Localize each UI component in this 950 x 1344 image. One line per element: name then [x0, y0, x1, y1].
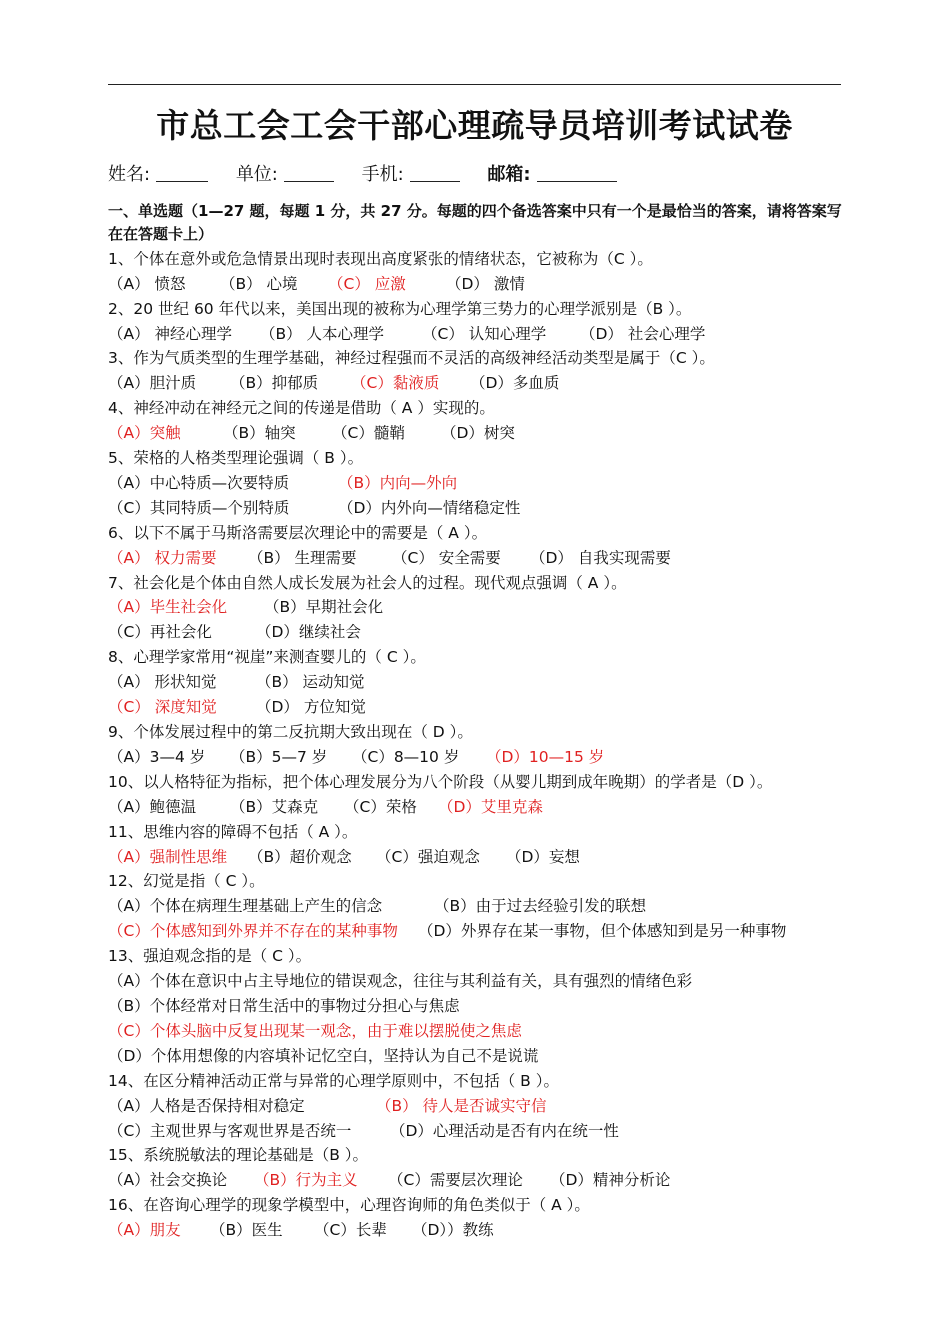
answer-option: 6、以下不属于马斯洛需要层次理论中的需要是（ A ）。 [108, 524, 488, 542]
answer-option-correct: （C） 深度知觉 [108, 698, 217, 716]
answer-option: （A）中心特质—次要特质 [108, 474, 290, 492]
phone-label: 手机: [361, 164, 404, 185]
question-line [108, 946, 311, 966]
answer-option: （B）轴突 [223, 424, 296, 442]
answer-option: （A） 形状知觉 [108, 673, 217, 691]
answer-option: 15、系统脱敏法的理论基础是（B ）。 [108, 1146, 369, 1164]
answer-option-correct: （A）突触 [108, 424, 181, 442]
answer-option: （B）由于过去经验引发的联想 [434, 897, 647, 915]
answer-option: 5、荣格的人格类型理论强调（ B ）。 [108, 449, 364, 467]
answer-option: （C）再社会化 [108, 623, 212, 641]
answer-option-correct: （C）个体感知到外界并不存在的某种事物 [108, 922, 398, 940]
answer-option: （B） 生理需要 [248, 549, 357, 567]
unit-blank[interactable] [284, 163, 334, 182]
answer-option: 4、神经冲动在神经元之间的传递是借助（ A ）实现的。 [108, 399, 495, 417]
answer-option: （D） 激情 [446, 275, 525, 293]
answer-option: （B）超价观念 [248, 848, 352, 866]
question-line [108, 1145, 368, 1165]
answer-option: （D）多血质 [470, 374, 560, 392]
email-label: 邮箱: [487, 164, 531, 185]
answer-option: （A）胆汁质 [108, 374, 197, 392]
options-line [108, 1046, 538, 1066]
question-line [108, 573, 627, 593]
answer-option-correct: （B）行为主义 [254, 1171, 358, 1189]
answer-option-correct: （A）朋友 [108, 1221, 181, 1239]
answer-option: （A）社会交换论 [108, 1171, 228, 1189]
answer-option: （C）荣格 [344, 798, 417, 816]
answer-option: 8、心理学家常用“视崖”来测查婴儿的（ C ）。 [108, 648, 426, 666]
answer-option: （B）艾森克 [230, 798, 319, 816]
name-label: 姓名: [108, 164, 151, 185]
answer-option: （C）需要层次理论 [388, 1171, 523, 1189]
answer-option: （C） 认知心理学 [422, 325, 547, 343]
answer-option-correct: （A）毕生社会化 [108, 598, 228, 616]
answer-option-correct: （C）黏液质 [351, 374, 440, 392]
answer-option: 14、在区分精神活动正常与异常的心理学原则中，不包括（ B ）。 [108, 1072, 559, 1090]
answer-option: （C）强迫观念 [376, 848, 480, 866]
question-line [108, 249, 653, 269]
answer-option-correct: （B） 待人是否诚实守信 [376, 1097, 547, 1115]
answer-option: （B） 运动知觉 [256, 673, 365, 691]
answer-option: （D））教练 [412, 1221, 494, 1239]
answer-option: （D）外界存在某一事物，但个体感知到是另一种事物 [418, 922, 787, 940]
answer-option: （A） 神经心理学 [108, 325, 233, 343]
answer-option: 7、社会化是个体由自然人成长发展为社会人的过程。现代观点强调（ A ）。 [108, 574, 627, 592]
answer-option: （D）精神分析论 [550, 1171, 671, 1189]
answer-option: （A）个体在意识中占主导地位的错误观念，往往与其利益有关，具有强烈的情绪色彩 [108, 972, 693, 990]
answer-option: （C） 安全需要 [392, 549, 501, 567]
question-line [108, 1195, 590, 1215]
answer-option: 10、以人格特征为指标，把个体心理发展分为八个阶段（从婴儿期到成年晚期）的学者是（D ）。 [108, 773, 773, 791]
answer-option: 1、个体在意外或危急情景出现时表现出高度紧张的情绪状态，它被称为（C ）。 [108, 250, 653, 268]
answer-option: （D）个体用想像的内容填补记忆空白，坚持认为自己不是说谎 [108, 1047, 539, 1065]
answer-option: （D） 方位知觉 [256, 698, 366, 716]
answer-option-correct: （C） 应激 [328, 275, 406, 293]
answer-option: （D）继续社会 [256, 623, 361, 641]
question-line [108, 647, 426, 667]
email-blank[interactable] [537, 163, 617, 182]
section-heading: 一、单选题（1—27 题，每题 1 分，共 27 分。每题的四个备选答案中只有一个是最恰当的答案，请将答案写在在答题卡上） [108, 202, 842, 243]
options-line [108, 971, 692, 991]
answer-option: （C）长辈 [314, 1221, 387, 1239]
question-line [108, 871, 265, 891]
answer-option: 3、作为气质类型的生理学基础，神经过程强而不灵活的高级神经活动类型是属于（C ）。 [108, 349, 715, 367]
answer-option: （A）人格是否保持相对稳定 [108, 1097, 305, 1115]
answer-option: （B）医生 [210, 1221, 283, 1239]
answer-option: （A）3—4 岁 [108, 748, 206, 766]
question-line [108, 299, 691, 319]
answer-option: 11、思维内容的障碍不包括（ A ）。 [108, 823, 358, 841]
unit-label: 单位: [235, 164, 278, 185]
question-line [108, 1071, 559, 1091]
answer-option: （D） 社会心理学 [580, 325, 706, 343]
question-line [108, 398, 495, 418]
options-line [108, 1021, 522, 1041]
answer-option: （C）8—10 岁 [352, 748, 460, 766]
page-title: 市总工会工会干部心理疏导员培训考试试卷 [156, 106, 793, 145]
answer-option: （B）抑郁质 [230, 374, 319, 392]
question-line [108, 348, 715, 368]
question-line [108, 523, 487, 543]
answer-option-correct: （A）强制性思维 [108, 848, 228, 866]
answer-option: （B）早期社会化 [264, 598, 384, 616]
answer-option: （A） 愤怒 [108, 275, 186, 293]
answer-option: 9、个体发展过程中的第二反抗期大致出现在（ D ）。 [108, 723, 473, 741]
answer-option: 2、20 世纪 60 年代以来，美国出现的被称为心理学第三势力的心理学派别是（B ）。 [108, 300, 692, 318]
answer-option: （D）内外向—情绪稳定性 [338, 499, 521, 517]
answer-option: （C）髓鞘 [332, 424, 405, 442]
question-line [108, 448, 363, 468]
answer-option-correct: （A） 权力需要 [108, 549, 217, 567]
answer-option: 12、幻觉是指（ C ）。 [108, 872, 265, 890]
answer-option: （D）树突 [441, 424, 515, 442]
answer-option: （D） 自我实现需要 [530, 549, 671, 567]
name-blank[interactable] [156, 163, 208, 182]
answer-option: （A）个体在病理生理基础上产生的信念 [108, 897, 383, 915]
answer-option: （C）其同特质—个别特质 [108, 499, 290, 517]
answer-option: （A）鲍德温 [108, 798, 197, 816]
answer-option-correct: （C）个体头脑中反复出现某一观念，由于难以摆脱使之焦虑 [108, 1022, 522, 1040]
answer-option: （D）心理活动是否有内在统一性 [390, 1122, 619, 1140]
answer-option: 16、在咨询心理学的现象学模型中，心理咨询师的角色类似于（ A ）。 [108, 1196, 590, 1214]
question-line [108, 722, 473, 742]
options-line [108, 996, 460, 1016]
answer-option: 13、强迫观念指的是（ C ）。 [108, 947, 312, 965]
question-line [108, 822, 357, 842]
answer-option: （B） 人本心理学 [260, 325, 385, 343]
question-line [108, 772, 772, 792]
answer-option-correct: （D）10—15 岁 [486, 748, 605, 766]
answer-option: （B）5—7 岁 [230, 748, 328, 766]
candidate-info-row [108, 160, 639, 186]
answer-option: （B） 心境 [220, 275, 298, 293]
answer-option: （D）妄想 [506, 848, 580, 866]
answer-option: （C）主观世界与客观世界是否统一 [108, 1122, 352, 1140]
answer-option: （B）个体经常对日常生活中的事物过分担心与焦虑 [108, 997, 460, 1015]
phone-blank[interactable] [410, 163, 460, 182]
answer-option-correct: （B）内向—外向 [338, 474, 458, 492]
top-rule [108, 84, 841, 85]
answer-option-correct: （D）艾里克森 [438, 798, 543, 816]
